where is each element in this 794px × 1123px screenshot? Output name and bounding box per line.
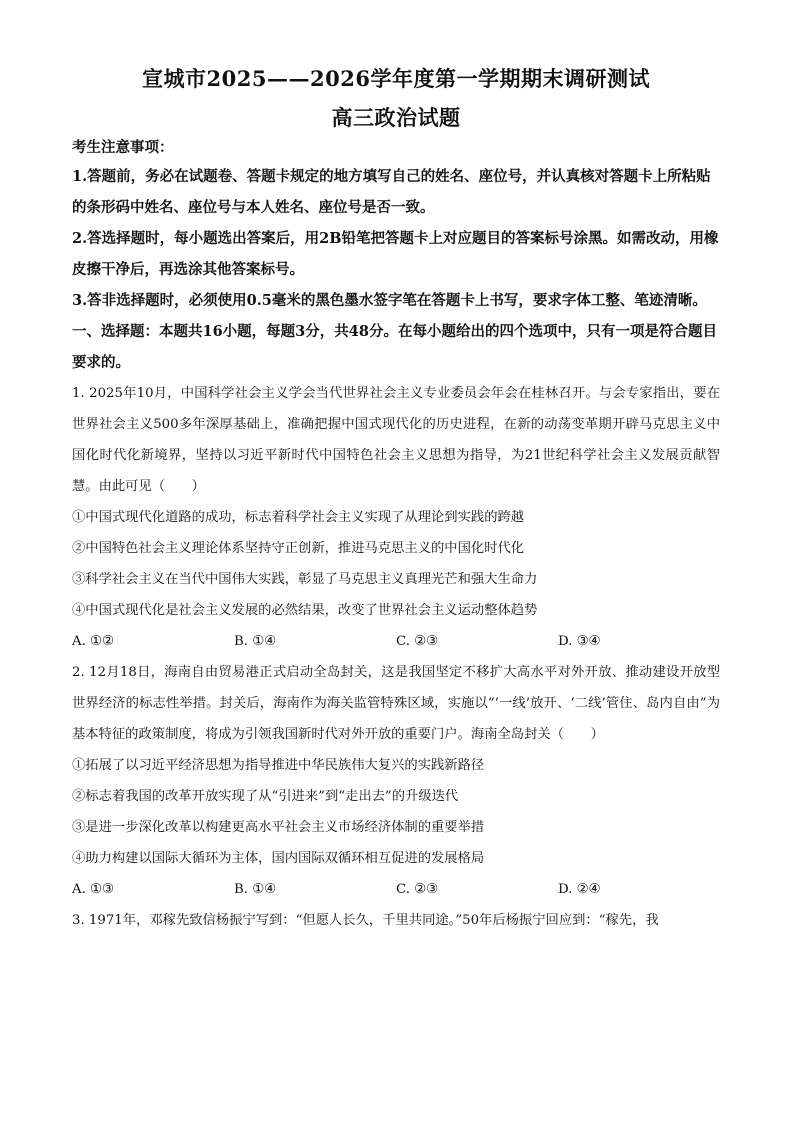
exam-page xyxy=(72,62,720,936)
question-1-choice-b: B. ①④ xyxy=(234,634,277,649)
question-2-choices xyxy=(72,874,720,905)
question-2-choice-d: D. ②④ xyxy=(558,882,601,897)
notice-item-2: 2.答选择题时，每小题选出答案后，用2B铅笔把答题卡上对应题目的答案标号涂黑。如需改动，用橡皮擦干净后，再选涂其他答案标号。 xyxy=(72,230,719,278)
question-2-option-3: ③是进一步深化改革以构建更高水平社会主义市场经济体制的重要举措 xyxy=(72,820,485,835)
question-1-stem: 1. 2025年10月，中国科学社会主义学会当代世界社会主义专业委员会年会在桂林召开。与会专家指出，要在世界社会主义500多年深厚基础上，准确把握中国式现代化的历史进程，在新的动荡变革期开辟马克思主义中国化时代化新境界，坚持以习近平新时代中国特色社会主义思想为指导，为21世纪科学社会主义发展贡献智慧。由此可见（ ） xyxy=(72,386,720,494)
question-1-option-4: ④中国式现代化是社会主义发展的必然结果，改变了世界社会主义运动整体趋势 xyxy=(72,603,538,618)
question-2-option-4: ④助力构建以国际大循环为主体，国内国际双循环相互促进的发展格局 xyxy=(72,851,485,866)
notice-heading: 考生注意事项： xyxy=(72,139,174,156)
question-1-choices xyxy=(72,626,720,657)
question-2-choice-b: B. ①④ xyxy=(234,882,277,897)
question-2-option-2: ②标志着我国的改革开放实现了从“引进来”到“走出去”的升级迭代 xyxy=(72,789,459,804)
question-1-choice-d: D. ③④ xyxy=(558,634,601,649)
question-2-stem: 2. 12月18日，海南自由贸易港正式启动全岛封关，这是我国坚定不移扩大高水平对外开放、推动建设开放型世界经济的标志性举措。封关后，海南作为海关监管特殊区域，实施以“‘一线’放开、‘二线’管住、岛内自由”为基本特征的政策制度，将成为引领我国新时代对外开放的重要门户。海南全岛封关（ ） xyxy=(72,665,720,742)
question-1-option-2: ②中国特色社会主义理论体系坚持守正创新，推进马克思主义的中国化时代化 xyxy=(72,541,525,556)
question-1-option-1: ①中国式现代化道路的成功，标志着科学社会主义实现了从理论到实践的跨越 xyxy=(72,510,525,525)
notice-item-3: 3.答非选择题时，必须使用0.5毫米的黑色墨水签字笔在答题卡上书写，要求字体工整、笔迹清晰。 xyxy=(72,292,707,309)
section-heading: 一、选择题：本题共16小题，每题3分，共48分。在每小题给出的四个选项中，只有一项是符合题目要求的。 xyxy=(72,323,717,371)
question-2-choice-a: A. ①③ xyxy=(72,882,114,897)
question-2-choice-c: C. ②③ xyxy=(396,882,438,897)
exam-subtitle: 高三政治试题 xyxy=(331,105,461,130)
notice-item-1: 1.答题前，务必在试题卷、答题卡规定的地方填写自己的姓名、座位号，并认真核对答题卡上所粘贴的条形码中姓名、座位号与本人姓名、座位号是否一致。 xyxy=(72,168,711,216)
exam-title: 宣城市2025——2026学年度第一学期期末调研测试 xyxy=(142,66,650,91)
question-1-option-3: ③科学社会主义在当代中国伟大实践，彰显了马克思主义真理光芒和强大生命力 xyxy=(72,572,538,587)
question-1-choice-a: A. ①② xyxy=(72,634,114,649)
question-1-choice-c: C. ②③ xyxy=(396,634,438,649)
question-2-option-1: ①拓展了以习近平经济思想为指导推进中华民族伟大复兴的实践新路径 xyxy=(72,758,485,773)
question-3-stem: 3. 1971年，邓稼先致信杨振宁写到：“但愿人长久，千里共同途。”50年后杨振宁回应到：“稼先，我 xyxy=(72,913,659,928)
